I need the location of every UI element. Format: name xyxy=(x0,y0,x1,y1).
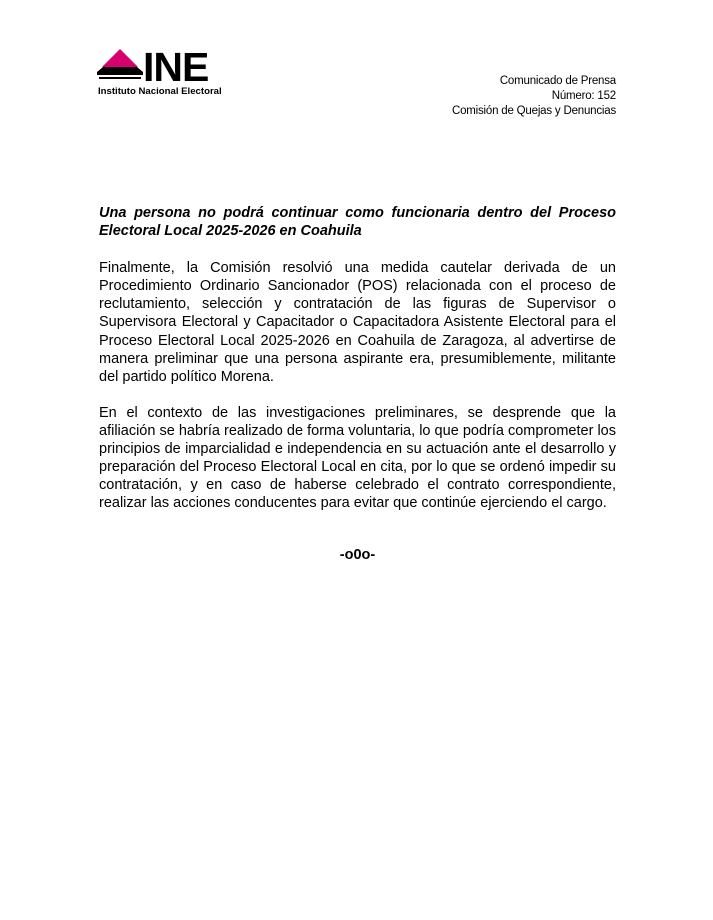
logo-box-lid xyxy=(97,67,143,72)
article-body xyxy=(99,204,616,565)
article-paragraph: Finalmente, la Comisión resolvió una medida cautelar derivada de un Procedimiento Ordinario Sancionador (POS) relacionada con el proceso de reclutamiento, selección y contratación de las figuras de Supervisor o Supervisora Electoral y Capacitador o Capacitadora Asistente Electoral para el Proceso Electoral Local 2025-2026 en Coahuila de Zaragoza, al advertirse de manera preliminar que una persona aspirante era, presumiblemente, militante del partido político Morena. xyxy=(99,260,616,385)
logo-box-base xyxy=(99,77,141,79)
release-commission: Comisión de Quejas y Denuncias xyxy=(451,105,616,117)
logo-wordmark: INE xyxy=(143,44,209,90)
logo-subtitle: Instituto Nacional Electoral xyxy=(98,86,222,97)
release-type: Comunicado de Prensa xyxy=(499,75,616,87)
logo-box-slot xyxy=(97,72,143,75)
article-paragraph: En el contexto de las investigaciones preliminares, se desprende que la afiliación se habría realizado de forma voluntaria, lo que podría comprometer los principios de imparcialidad e independencia en su actuación ante el desarrollo y preparación del Proceso Electoral Local en cita, por lo que se ordenó impedir su contratación, y en caso de haberse celebrado el contrato correspondiente, realizar las acciones conducentes para evitar que continúe ejerciendo el cargo. xyxy=(99,404,616,512)
ballot-box-icon xyxy=(97,48,143,86)
press-release-info xyxy=(452,74,616,119)
release-number: Número: 152 xyxy=(551,90,616,102)
article-headline: Una persona no podrá continuar como funcionaria dentro del Proceso Electoral Local 2025-2026 en Coahuila xyxy=(99,205,616,240)
closing-mark: -o0o- xyxy=(339,547,376,564)
ine-logo xyxy=(97,44,237,100)
